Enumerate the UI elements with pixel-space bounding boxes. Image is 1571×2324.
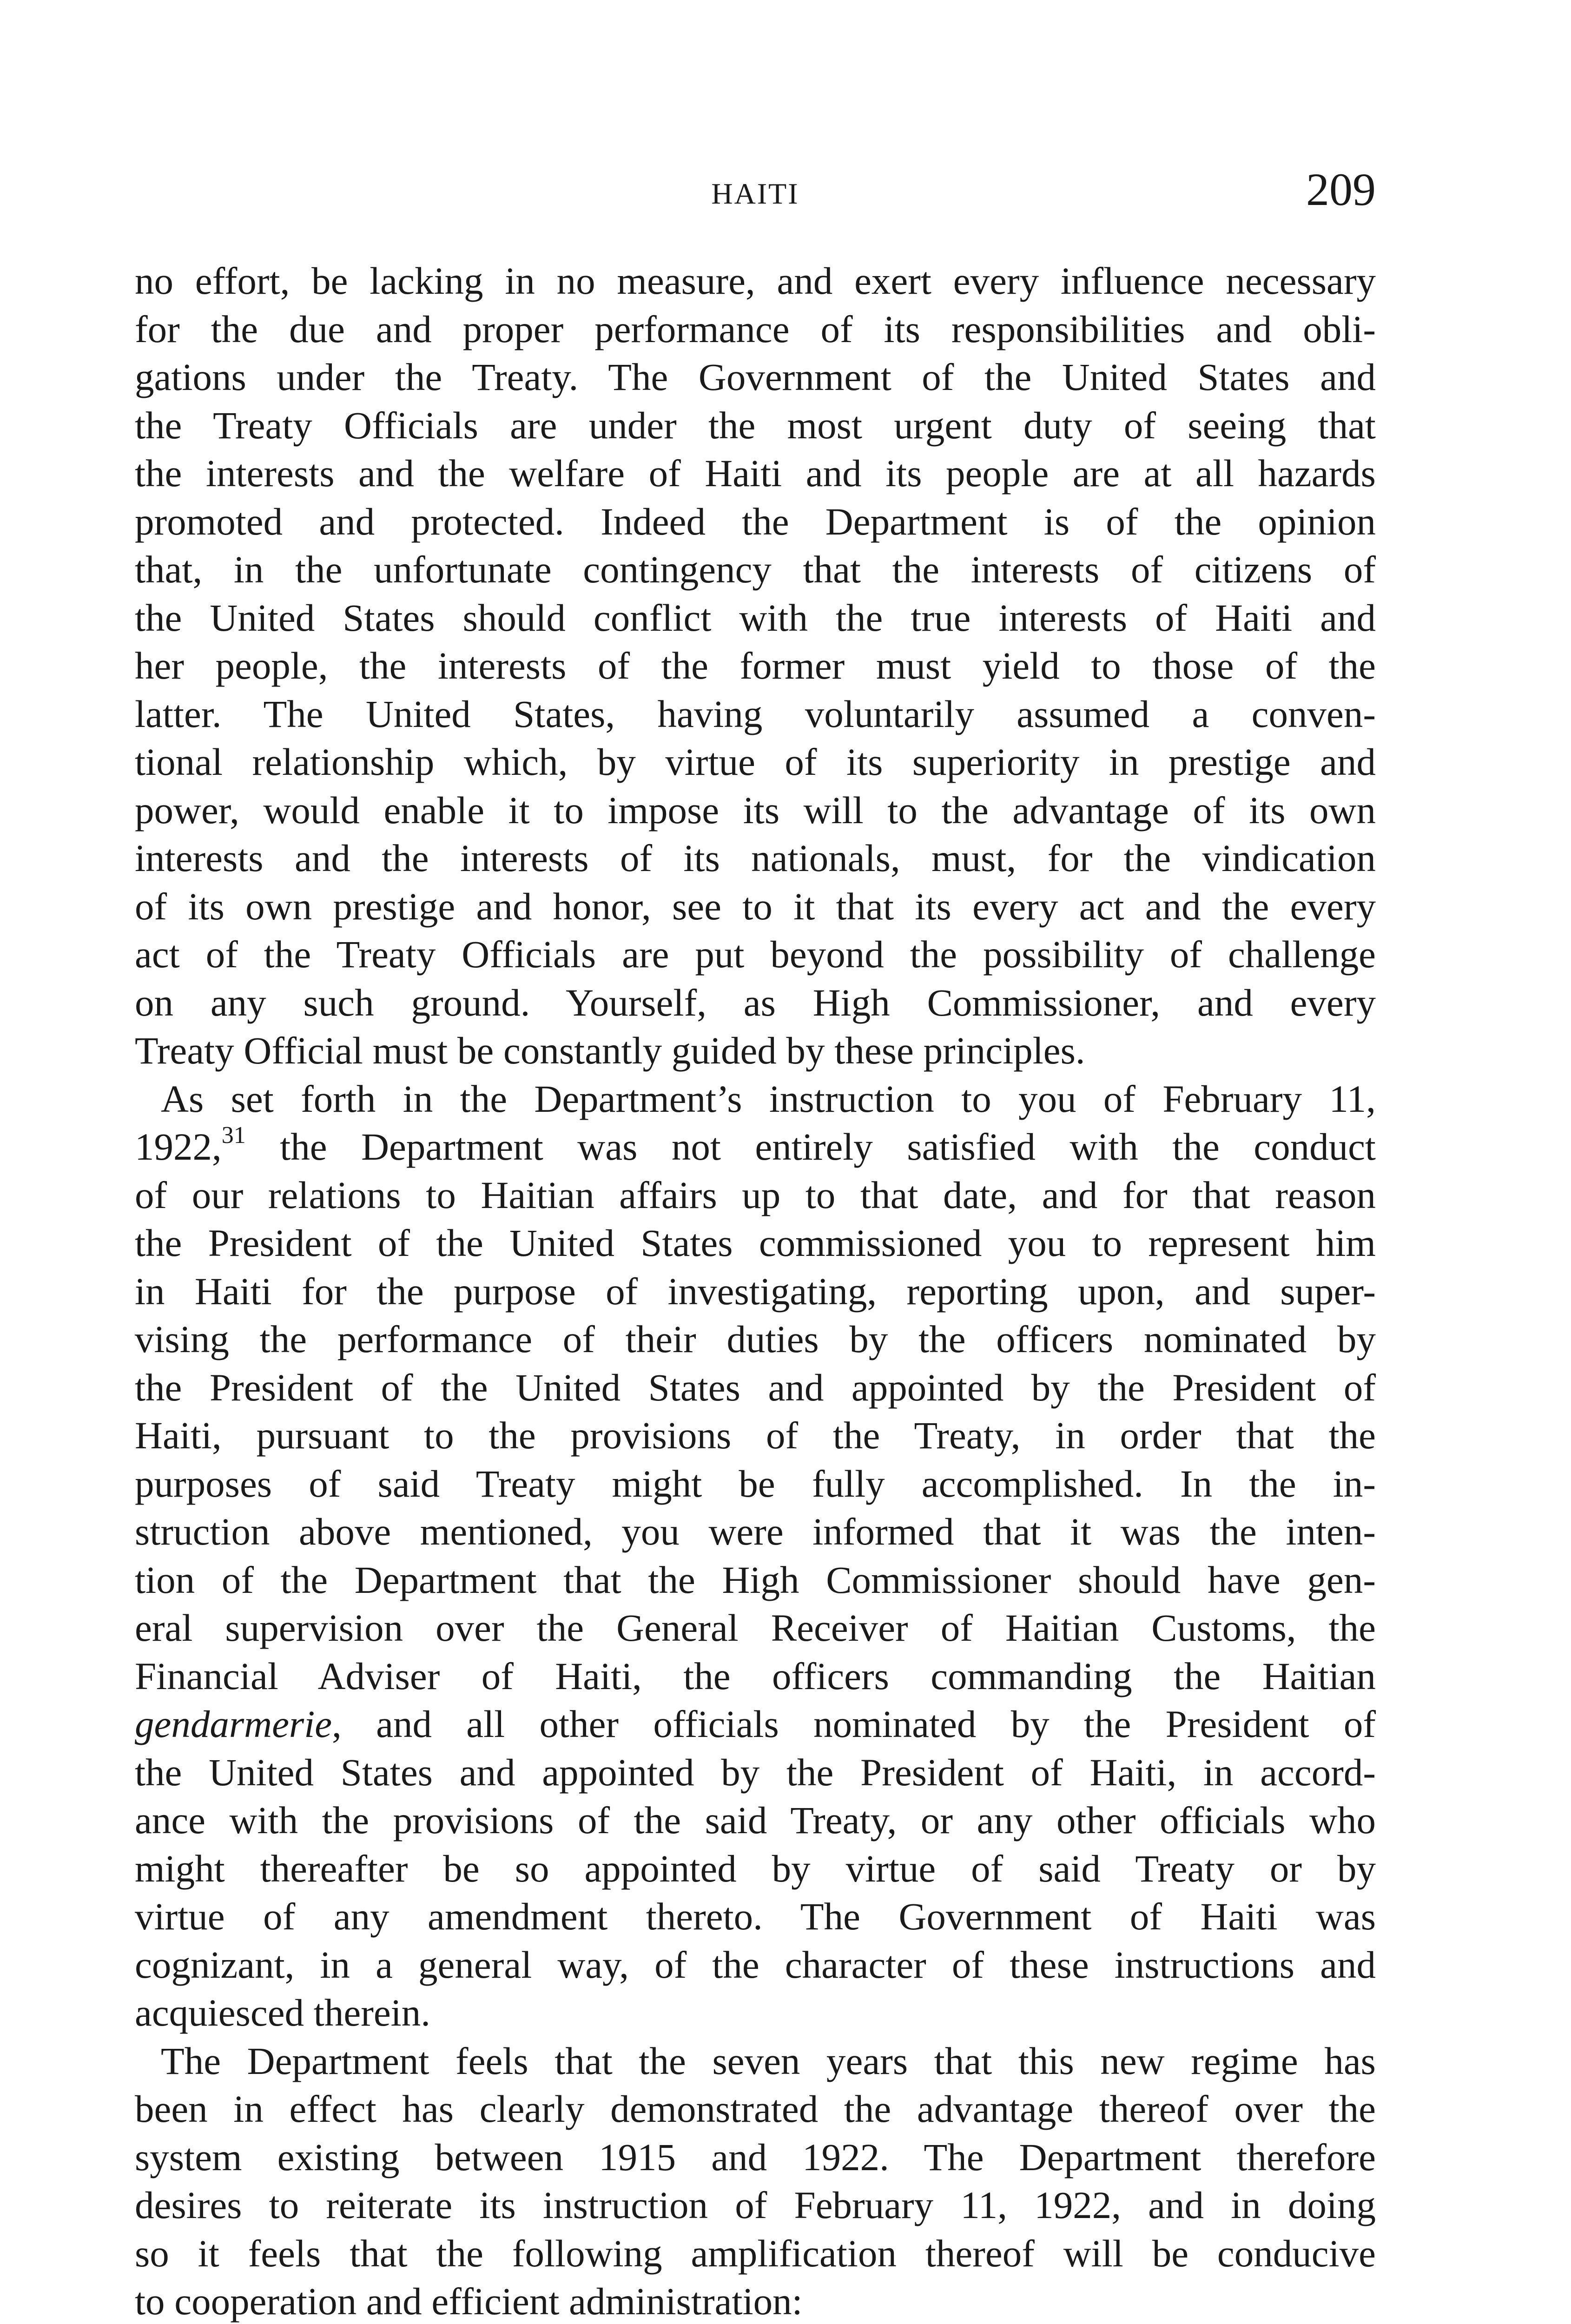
text-line: purposes of said Treaty might be fully accomplished. In the in- — [135, 1462, 1376, 1505]
text-line: tion of the Department that the High Commissioner should have gen- — [135, 1558, 1376, 1601]
text-line: Haiti, pursuant to the provisions of the Treaty, in order that the — [135, 1414, 1376, 1457]
text-line: cognizant, in a general way, of the character of these instructions and — [135, 1943, 1376, 1986]
paragraph-2 — [135, 1075, 1376, 2037]
text-line — [135, 1700, 1376, 1749]
text-line: might thereafter be so appointed by virtue of said Treaty or by — [135, 1847, 1376, 1890]
text-line: As set forth in the Department’s instruction to you of February 11, — [161, 1077, 1376, 1120]
text-line: of its own prestige and honor, see to it that its every act and the every — [135, 885, 1376, 928]
text-line: Financial Adviser of Haiti, the officers commanding the Haitian — [135, 1654, 1376, 1697]
footnote-reference: 31 — [221, 1122, 246, 1149]
text-line: the President of the United States commissioned you to represent him — [135, 1221, 1376, 1264]
text-fragment: , and all other officials nominated by the President of — [332, 1703, 1376, 1745]
text-line — [135, 1123, 1376, 1171]
text-line: in Haiti for the purpose of investigating, reporting upon, and super- — [135, 1269, 1376, 1313]
text-line: gations under the Treaty. The Government of the United States and — [135, 356, 1376, 398]
text-line: eral supervision over the General Receiver of Haitian Customs, the — [135, 1606, 1376, 1649]
text-line: virtue of any amendment thereto. The Government of Haiti was — [135, 1895, 1376, 1938]
text-line: acquiesced therein. — [135, 1991, 430, 2034]
text-line: her people, the interests of the former must yield to those of the — [135, 644, 1376, 687]
text-line: The Department feels that the seven years that this new regime has — [161, 2039, 1376, 2082]
text-line: promoted and protected. Indeed the Department is of the opinion — [135, 500, 1376, 543]
text-line: tional relationship which, by virtue of its superiority in prestige and — [135, 740, 1376, 783]
text-line: the Treaty Officials are under the most urgent duty of seeing that — [135, 403, 1376, 447]
text-line: no effort, be lacking in no measure, and exert every influence necessary — [135, 259, 1376, 302]
text-line: the President of the United States and appointed by the President of — [135, 1366, 1376, 1409]
italic-term: gendarmerie — [135, 1703, 332, 1745]
text-line: power, would enable it to impose its will to the advantage of its own — [135, 788, 1376, 832]
text-line: the United States and appointed by the President of Haiti, in accord- — [135, 1750, 1376, 1794]
text-line: that, in the unfortunate contingency that the interests of citizens of — [135, 548, 1376, 591]
text-line: on any such ground. Yourself, as High Commissioner, and every — [135, 981, 1376, 1024]
text-line: latter. The United States, having voluntarily assumed a conven- — [135, 692, 1376, 735]
text-line: to cooperation and efficient administration: — [135, 2280, 803, 2323]
text-line: act of the Treaty Officials are put beyond the possibility of challenge — [135, 933, 1376, 976]
page-number: 209 — [1306, 164, 1376, 215]
text-line: of our relations to Haitian affairs up to that date, and for that reason — [135, 1173, 1376, 1216]
text-fragment: the Department was not entirely satisfied with the conduct — [245, 1125, 1376, 1168]
text-fragment: 1922, — [135, 1125, 222, 1168]
running-title: HAITI — [711, 177, 799, 210]
text-line: desires to reiterate its instruction of February 11, 1922, and in doing — [135, 2184, 1376, 2226]
text-line: struction above mentioned, you were informed that it was the inten- — [135, 1510, 1376, 1553]
paragraph-3 — [135, 2037, 1376, 2324]
text-line: interests and the interests of its nationals, must, for the vindication — [135, 837, 1376, 879]
text-line: for the due and proper performance of its responsibilities and obli- — [135, 307, 1376, 350]
text-line: ance with the provisions of the said Treaty, or any other officials who — [135, 1799, 1376, 1842]
text-line: the United States should conflict with the true interests of Haiti and — [135, 596, 1376, 639]
text-line: system existing between 1915 and 1922. The Department therefore — [135, 2135, 1376, 2179]
text-line: been in effect has clearly demonstrated the advantage thereof over the — [135, 2087, 1376, 2130]
paragraph-1 — [135, 257, 1376, 1075]
text-line: so it feels that the following amplification thereof will be conducive — [135, 2232, 1376, 2275]
text-line: vising the performance of their duties by the officers nominated by — [135, 1318, 1376, 1360]
running-head — [135, 163, 1376, 228]
body-text — [135, 257, 1376, 2324]
text-line: Treaty Official must be constantly guided by these principles. — [135, 1029, 1085, 1072]
text-line: the interests and the welfare of Haiti and its people are at all hazards — [135, 452, 1376, 495]
